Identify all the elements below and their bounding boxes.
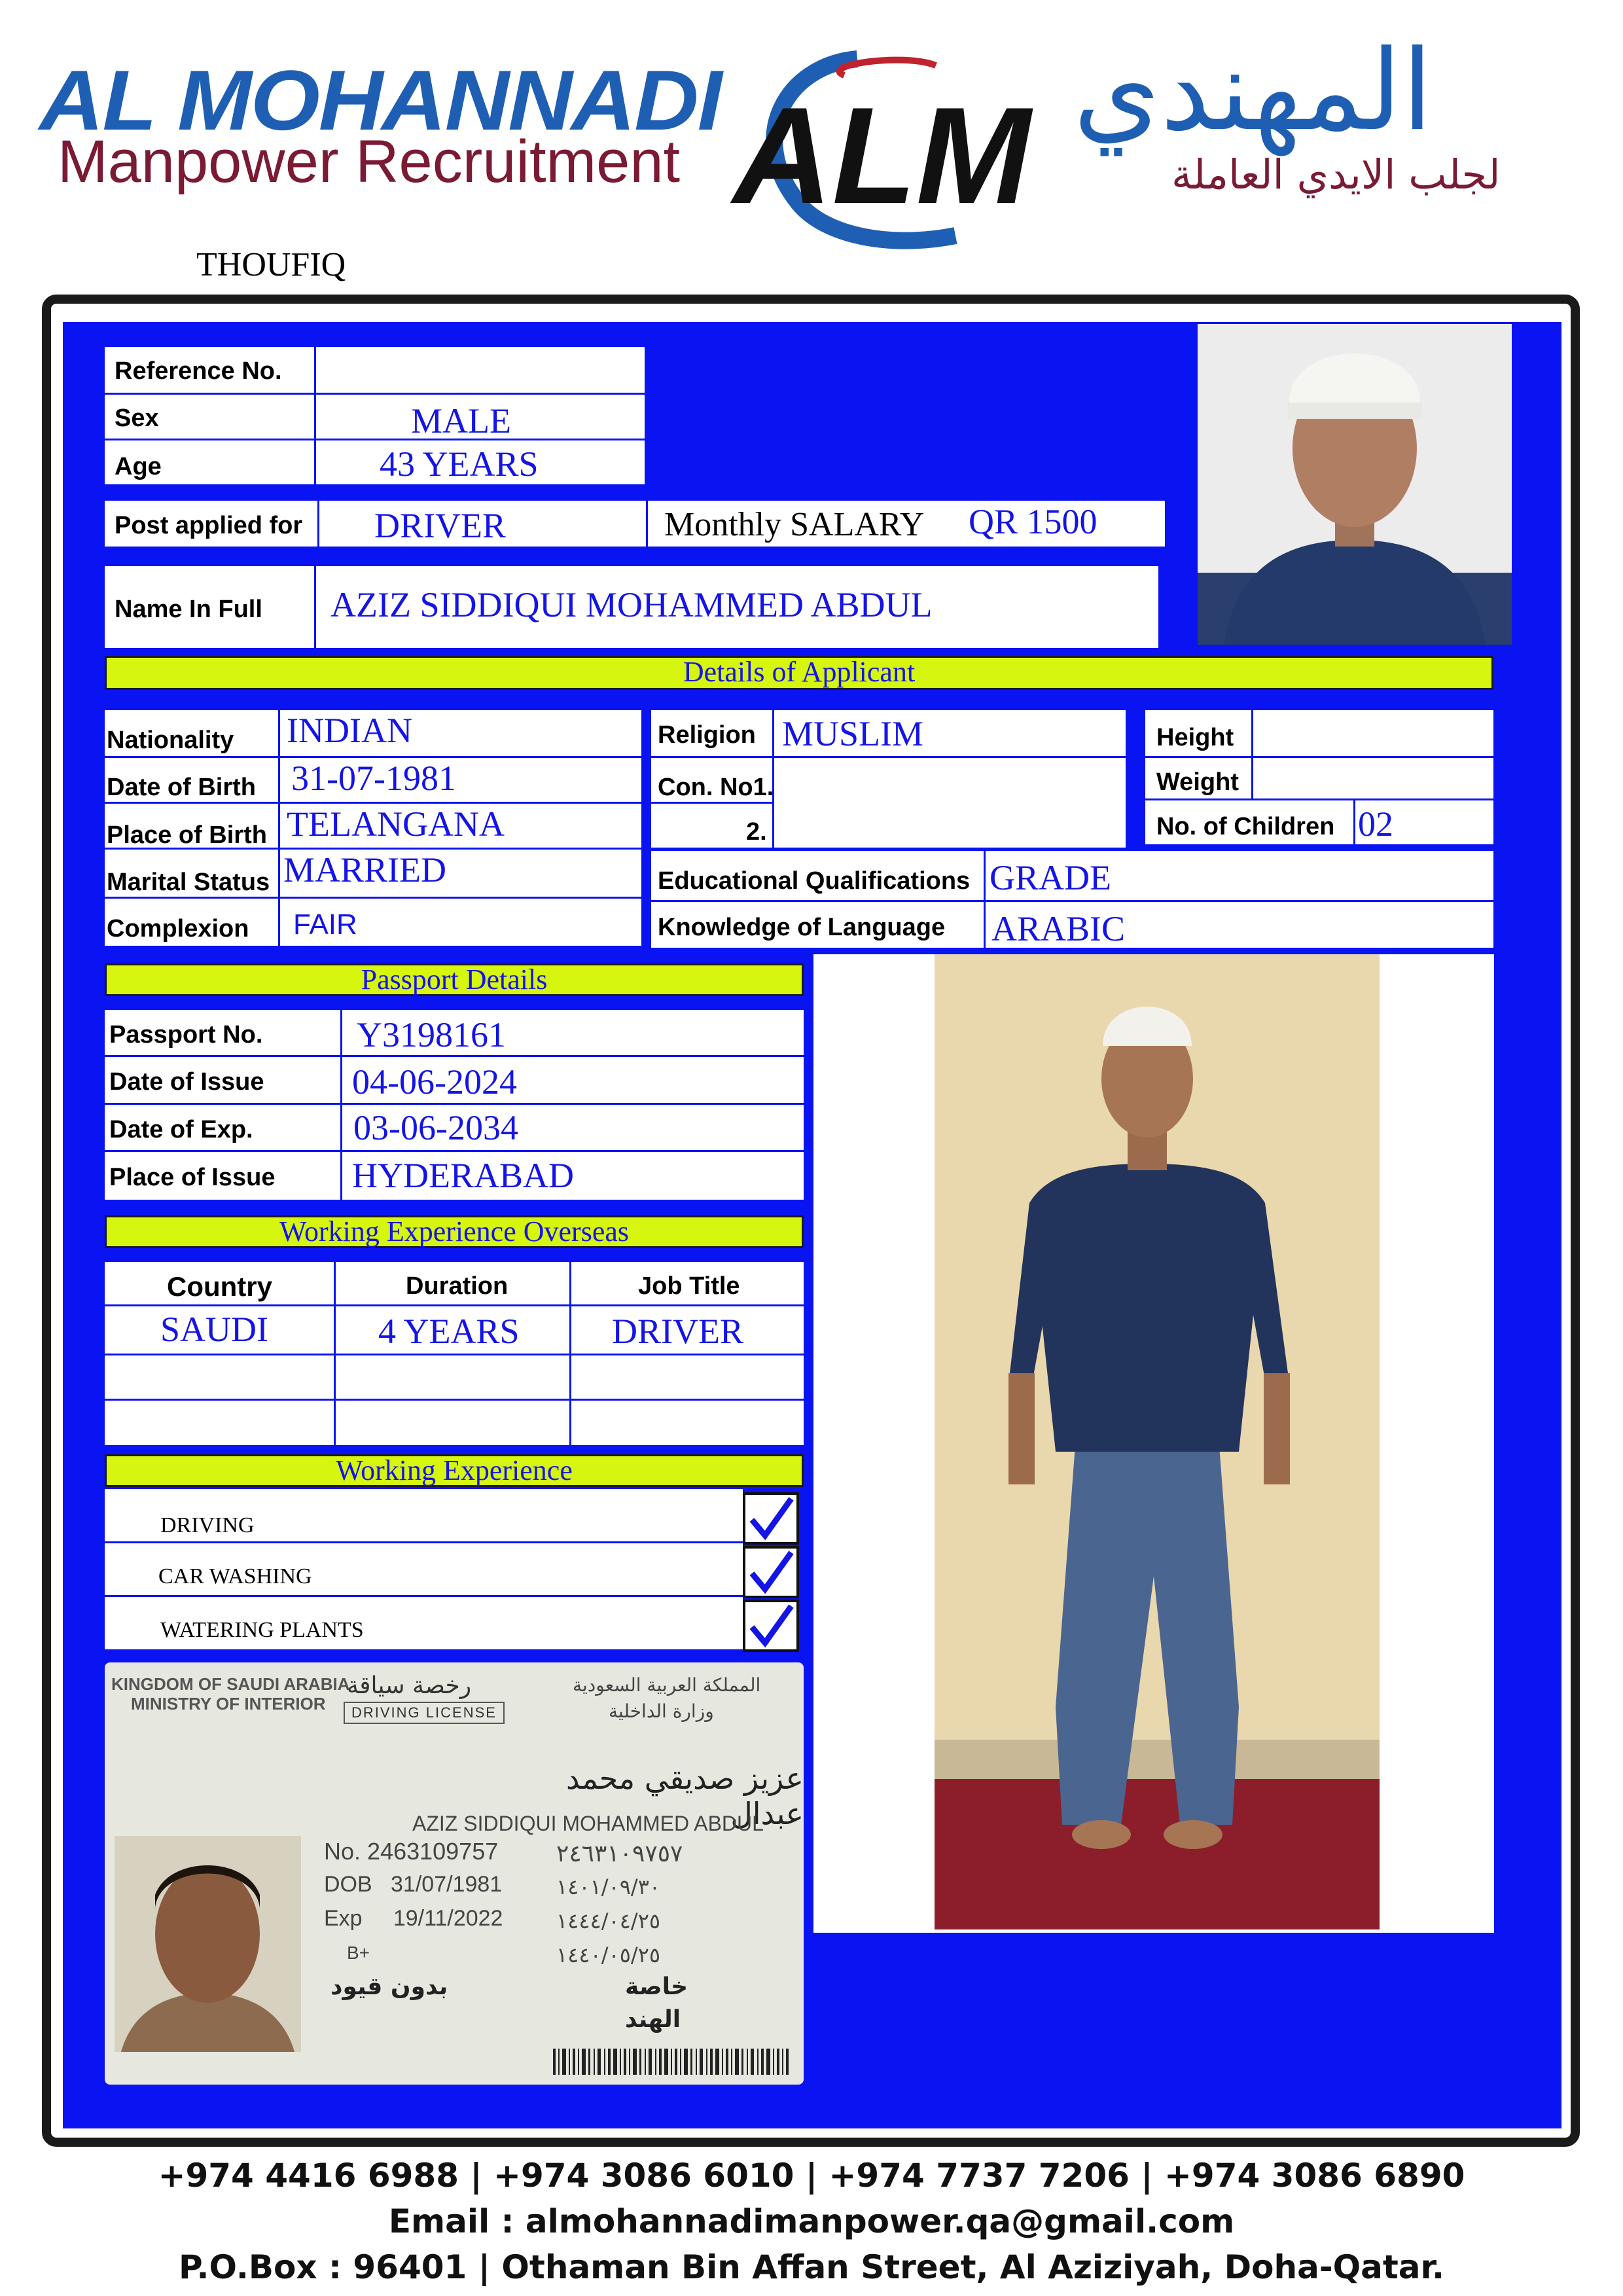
license-type-value-ar: خاصة — [625, 1973, 688, 2000]
sex-label: Sex — [115, 404, 159, 432]
driving-license-image — [105, 1662, 804, 2085]
dob-label: Date of Birth — [107, 774, 256, 801]
brand-name: AL MOHANNADI — [39, 52, 721, 148]
barcode-icon — [553, 2049, 789, 2075]
education-label: Educational Qualifications — [658, 867, 971, 895]
expiry-date-label: Date of Exp. — [109, 1116, 253, 1143]
license-kingdom: KINGDOM OF SAUDI ARABIA — [111, 1674, 350, 1694]
license-ministry-ar: وزارة الداخلية — [609, 1700, 714, 1722]
complexion-label: Complexion — [107, 915, 249, 942]
license-type: DRIVING LICENSE — [344, 1702, 505, 1724]
license-number: No. 2463109757 — [324, 1838, 499, 1865]
issue-date-value: 04-06-2024 — [352, 1062, 517, 1102]
job-title-header: Job Title — [638, 1272, 740, 1300]
nationality-label: Nationality — [107, 726, 234, 754]
country-header: Country — [167, 1271, 272, 1302]
applicant-full-photo — [813, 954, 1494, 1933]
sex-value: MALE — [411, 401, 511, 440]
license-photo — [115, 1836, 301, 2052]
license-dob: DOB 31/07/1981 — [324, 1872, 503, 1897]
license-exp: Exp 19/11/2022 — [324, 1906, 503, 1931]
experience-item: CAR WASHING — [158, 1564, 312, 1588]
contact1-label: Con. No1. — [658, 774, 774, 801]
experience-header: Working Experience — [105, 1454, 804, 1487]
expiry-date-value: 03-06-2034 — [353, 1108, 518, 1147]
children-label: No. of Children — [1156, 813, 1335, 840]
language-label: Knowledge of Language — [658, 914, 946, 941]
logo-text: ALM — [733, 79, 1031, 232]
pob-value: TELANGANA — [287, 804, 505, 844]
religion-label: Religion — [658, 721, 756, 749]
duration-header: Duration — [406, 1272, 508, 1300]
license-restrictions-ar: بدون قيود — [330, 1973, 448, 2000]
details-header: Details of Applicant — [105, 656, 1493, 690]
age-value: 43 YEARS — [380, 444, 539, 484]
check-icon — [743, 1600, 799, 1652]
duration-cell: 4 YEARS — [378, 1312, 520, 1351]
salary-value: QR 1500 — [969, 502, 1097, 541]
weight-label: Weight — [1156, 768, 1239, 796]
language-value: ARABIC — [991, 909, 1126, 948]
salary-label: Monthly SALARY — [664, 506, 925, 543]
arabic-brand-name: المهندي — [1073, 26, 1433, 156]
full-name-value: AZIZ SIDDIQUI MOHAMMED ABDUL — [330, 585, 933, 624]
license-kingdom-ar: المملكة العربية السعودية — [573, 1674, 761, 1696]
check-icon — [743, 1546, 799, 1598]
arabic-tagline: لجلب الايدي العاملة — [1171, 151, 1501, 198]
issue-date-label: Date of Issue — [109, 1068, 264, 1096]
name-label: Name In Full — [115, 596, 262, 623]
agent-name: THOUFIQ — [196, 246, 346, 283]
post-value: DRIVER — [374, 506, 506, 545]
overseas-header: Working Experience Overseas — [105, 1215, 804, 1248]
license-name: AZIZ SIDDIQUI MOHAMMED ABDUL — [412, 1812, 764, 1835]
issue-place-label: Place of Issue — [109, 1164, 276, 1191]
complexion-value: FAIR — [293, 908, 357, 941]
experience-item: DRIVING — [160, 1513, 255, 1537]
education-value: GRADE — [990, 858, 1111, 897]
contact2-label: 2. — [746, 818, 767, 846]
children-value: 02 — [1358, 804, 1393, 844]
age-label: Age — [115, 453, 162, 480]
license-name-ar: عزيز صديقي محمد عبدال — [566, 1761, 804, 1831]
marital-label: Marital Status — [107, 869, 270, 896]
footer-address: P.O.Box : 96401 | Othaman Bin Affan Street, Al Aziziyah, Doha-Qatar. — [179, 2248, 1444, 2286]
passport-header: Passport Details — [105, 963, 804, 996]
license-ministry: MINISTRY OF INTERIOR — [131, 1694, 326, 1713]
license-type-ar: رخصة سياقة — [347, 1672, 472, 1699]
license-exp-ar: ١٤٤٤/٠٤/٢٥ — [556, 1909, 661, 1933]
license-dob-ar: ١٤٠١/٠٩/٣٠ — [556, 1874, 661, 1899]
religion-value: MUSLIM — [782, 714, 924, 753]
job-title-cell: DRIVER — [612, 1312, 743, 1351]
pob-label: Place of Birth — [107, 821, 267, 849]
experience-item: WATERING PLANTS — [160, 1618, 364, 1642]
height-label: Height — [1156, 724, 1234, 751]
alm-logo — [720, 39, 1086, 255]
reference-label: Reference No. — [115, 357, 282, 385]
license-issue-ar: ١٤٤٠/٠٥/٢٥ — [556, 1943, 661, 1967]
brand-tagline: Manpower Recruitment — [58, 128, 681, 195]
license-blood: B+ — [347, 1943, 370, 1963]
footer-email: Email : almohannadimanpower.qa@gmail.com — [388, 2202, 1235, 2240]
post-label: Post applied for — [115, 512, 303, 539]
passport-no-value: Y3198161 — [357, 1015, 506, 1054]
applicant-portrait — [1198, 324, 1512, 645]
dob-value: 31-07-1981 — [291, 759, 456, 798]
passport-no-label: Passport No. — [109, 1021, 263, 1049]
marital-value: MARRIED — [283, 850, 447, 889]
country-cell: SAUDI — [160, 1310, 269, 1349]
license-nationality-ar: الهند — [625, 2006, 681, 2033]
issue-place-value: HYDERABAD — [352, 1156, 575, 1195]
check-icon — [743, 1492, 799, 1545]
nationality-value: INDIAN — [287, 711, 412, 750]
license-number-ar: ٢٤٦٣١٠٩٧٥٧ — [556, 1840, 683, 1867]
footer-phones: +974 4416 6988 | +974 3086 6010 | +974 7737 7206 | +974 3086 6890 — [158, 2157, 1465, 2195]
